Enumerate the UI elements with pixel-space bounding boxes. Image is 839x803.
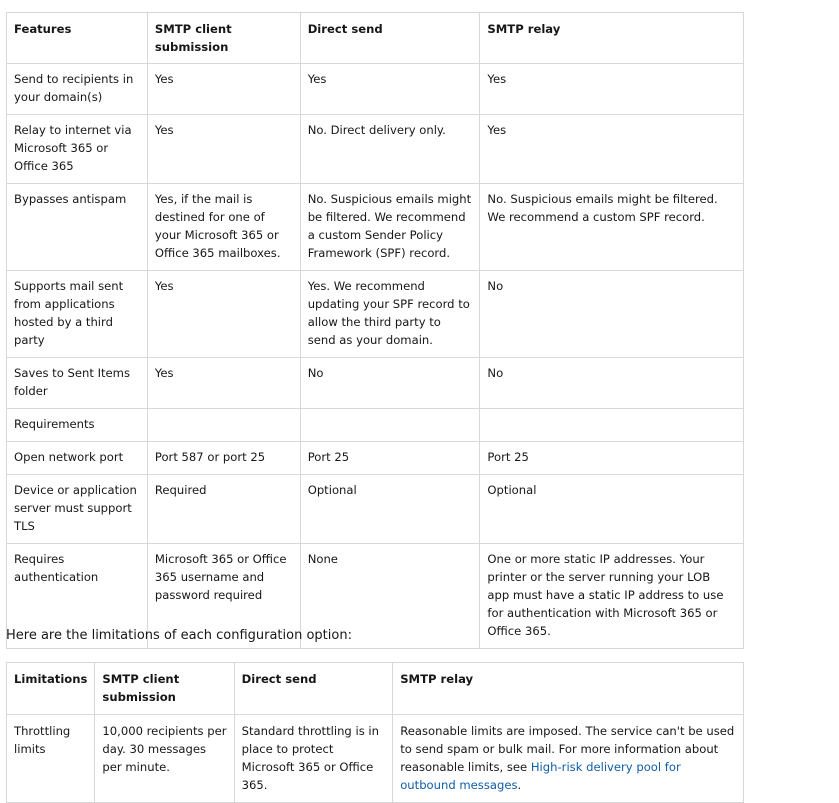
high-risk-delivery-pool-link[interactable]: High-risk delivery pool for outbound messages [400,760,681,792]
limitation-cell: Throttling limits [7,715,95,803]
table-cell: Yes [147,64,300,115]
table-cell: No. Suspicious emails might be filtered. We recommend a custom Sender Policy Framework (SPF) record. [300,184,480,271]
table-cell: Required [147,475,300,544]
table-cell: Yes [147,115,300,184]
table-row [7,409,744,442]
header-smtp-client-submission: SMTP client submission [147,13,300,64]
table-cell [480,409,744,442]
table-cell: Port 25 [300,442,480,475]
features-table [6,12,744,649]
table-row [7,475,744,544]
table-cell: No [300,358,480,409]
table-row [7,184,744,271]
table-cell [147,409,300,442]
table-header-row [7,663,744,715]
table-cell: No. Suspicious emails might be filtered. We recommend a custom SPF record. [480,184,744,271]
table-cell: Yes [300,64,480,115]
table-row [7,271,744,358]
table-cell: None [300,544,480,649]
table-cell [393,715,744,803]
header-direct-send: Direct send [300,13,480,64]
feature-cell: Bypasses antispam [7,184,148,271]
table-cell: Port 587 or port 25 [147,442,300,475]
table-cell: Yes, if the mail is destined for one of your Microsoft 365 or Office 365 mailboxes. [147,184,300,271]
table-row [7,358,744,409]
table-cell: Yes [147,271,300,358]
table-cell: No. Direct delivery only. [300,115,480,184]
table-row [7,715,744,803]
table-cell: Standard throttling is in place to protect Microsoft 365 or Office 365. [234,715,393,803]
table-cell: Microsoft 365 or Office 365 username and password required [147,544,300,649]
table-cell: Yes [480,115,744,184]
feature-cell: Requirements [7,409,148,442]
relay-limits-text: Reasonable limits are imposed. The service can't be used to send spam or bulk mail. For more information about reasonable limits, see [400,724,735,774]
table-header-row [7,13,744,64]
limitations-table [6,662,744,803]
table-cell: Yes [480,64,744,115]
table-cell: Yes [147,358,300,409]
table-cell [300,409,480,442]
feature-cell: Requires authentication [7,544,148,649]
header-smtp-client-submission: SMTP client submission [95,663,234,715]
feature-cell: Supports mail sent from applications hosted by a third party [7,271,148,358]
feature-cell: Send to recipients in your domain(s) [7,64,148,115]
table-cell: One or more static IP addresses. Your printer or the server running your LOB app must have a static IP address to use for authentication with Microsoft 365 or Office 365. [480,544,744,649]
feature-cell: Saves to Sent Items folder [7,358,148,409]
table-cell: Optional [480,475,744,544]
header-limitations: Limitations [7,663,95,715]
header-direct-send: Direct send [234,663,393,715]
table-cell: Optional [300,475,480,544]
relay-limits-suffix: . [517,778,522,792]
table-row [7,64,744,115]
feature-cell: Open network port [7,442,148,475]
header-smtp-relay: SMTP relay [393,663,744,715]
header-smtp-relay: SMTP relay [480,13,744,64]
table-cell: No [480,271,744,358]
feature-cell: Relay to internet via Microsoft 365 or Office 365 [7,115,148,184]
table-cell: 10,000 recipients per day. 30 messages per minute. [95,715,234,803]
limitations-intro: Here are the limitations of each configuration option: [6,628,352,643]
table-cell: Port 25 [480,442,744,475]
table-cell: Yes. We recommend updating your SPF record to allow the third party to send as your domain. [300,271,480,358]
table-row [7,115,744,184]
feature-cell: Device or application server must support TLS [7,475,148,544]
table-cell: No [480,358,744,409]
header-features: Features [7,13,148,64]
table-row [7,442,744,475]
